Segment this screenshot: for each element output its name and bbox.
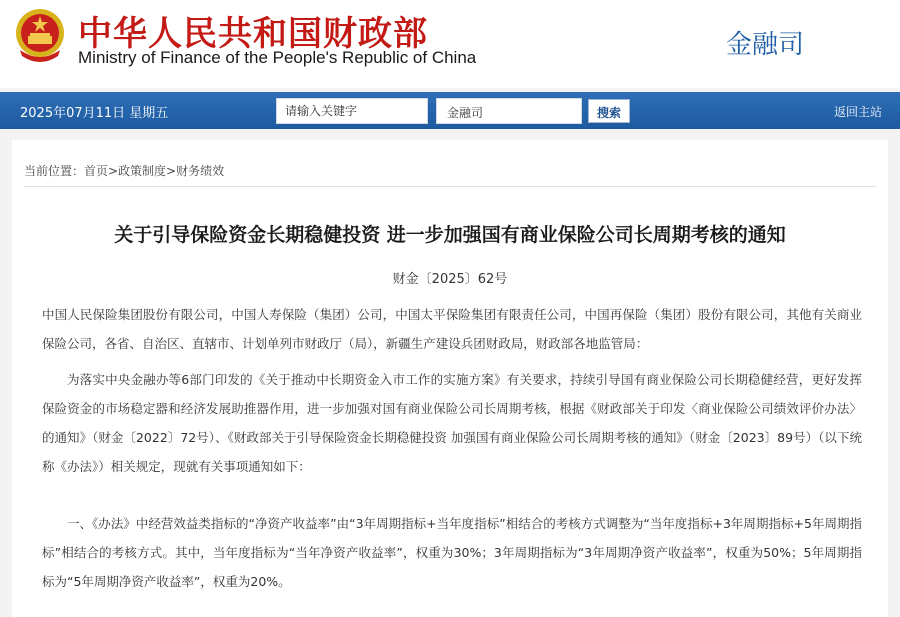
nav-bar [0, 92, 900, 129]
article-paragraph: 一、《办法》中经营效益类指标的“净资产收益率”由“3年周期指标+当年度指标”相结合的考核方式调整为“当年度指标+3年周期指标+5年周期指标”相结合的考核方式。其中，当年度指标为“当年净资产收益率”，权重为30%；3年周期指标为“3年周期净资产收益率”，权重为50%；5年周期指标为“5年周期净资产收益率”，权重为20%。 [42, 516, 862, 589]
article-container [12, 140, 888, 617]
divider [24, 186, 876, 187]
page-title: 关于引导保险资金长期稳健投资 进一步加强国有商业保险公司长周期考核的通知 [114, 224, 786, 246]
current-date: 2025年07月11日 星期五 [20, 106, 169, 121]
article-paragraph: 为落实中央金融办等6部门印发的《关于推动中长期资金入市工作的实施方案》有关要求，持续引导国有商业保险公司长期稳健经营，更好发挥保险资金的市场稳定器和经济发展助推器作用，进一步加强对国有商业保险公司长周期考核，根据《财政部关于印发〈商业保险公司绩效评价办法〉的通知》（财金〔2022〕72号）、《财政部关于引导保险资金长期稳健投资 加强国有商业保险公司长周期考核的通知》（财金〔2023〕89号）（以下统称《办法》）相关规定，现就有关事项通知如下： [42, 372, 862, 474]
site-title[interactable]: 中华人民共和国财政部 [78, 14, 428, 54]
return-home-link[interactable]: 返回主站 [833, 105, 882, 119]
site-subtitle: Ministry of Finance of the People's Republic of China [78, 48, 477, 67]
document-number: 财金〔2025〕62号 [392, 272, 508, 287]
search-scope-select[interactable]: 金融司 [436, 98, 582, 124]
site-header [0, 0, 900, 88]
department-title[interactable]: 金融司 [725, 30, 804, 60]
national-emblem-icon [14, 6, 66, 64]
breadcrumb[interactable]: 当前位置：首页>政策制度>财务绩效 [24, 164, 225, 178]
search-button[interactable]: 搜索 [588, 99, 630, 123]
article-paragraph: 中国人民保险集团股份有限公司，中国人寿保险（集团）公司，中国太平保险集团有限责任公司，中国再保险（集团）股份有限公司，其他有关商业保险公司，各省、自治区、直辖市、计划单列市财政厅（局），新疆生产建设兵团财政局，财政部各地监管局： [42, 307, 862, 351]
search-input[interactable] [276, 98, 428, 124]
